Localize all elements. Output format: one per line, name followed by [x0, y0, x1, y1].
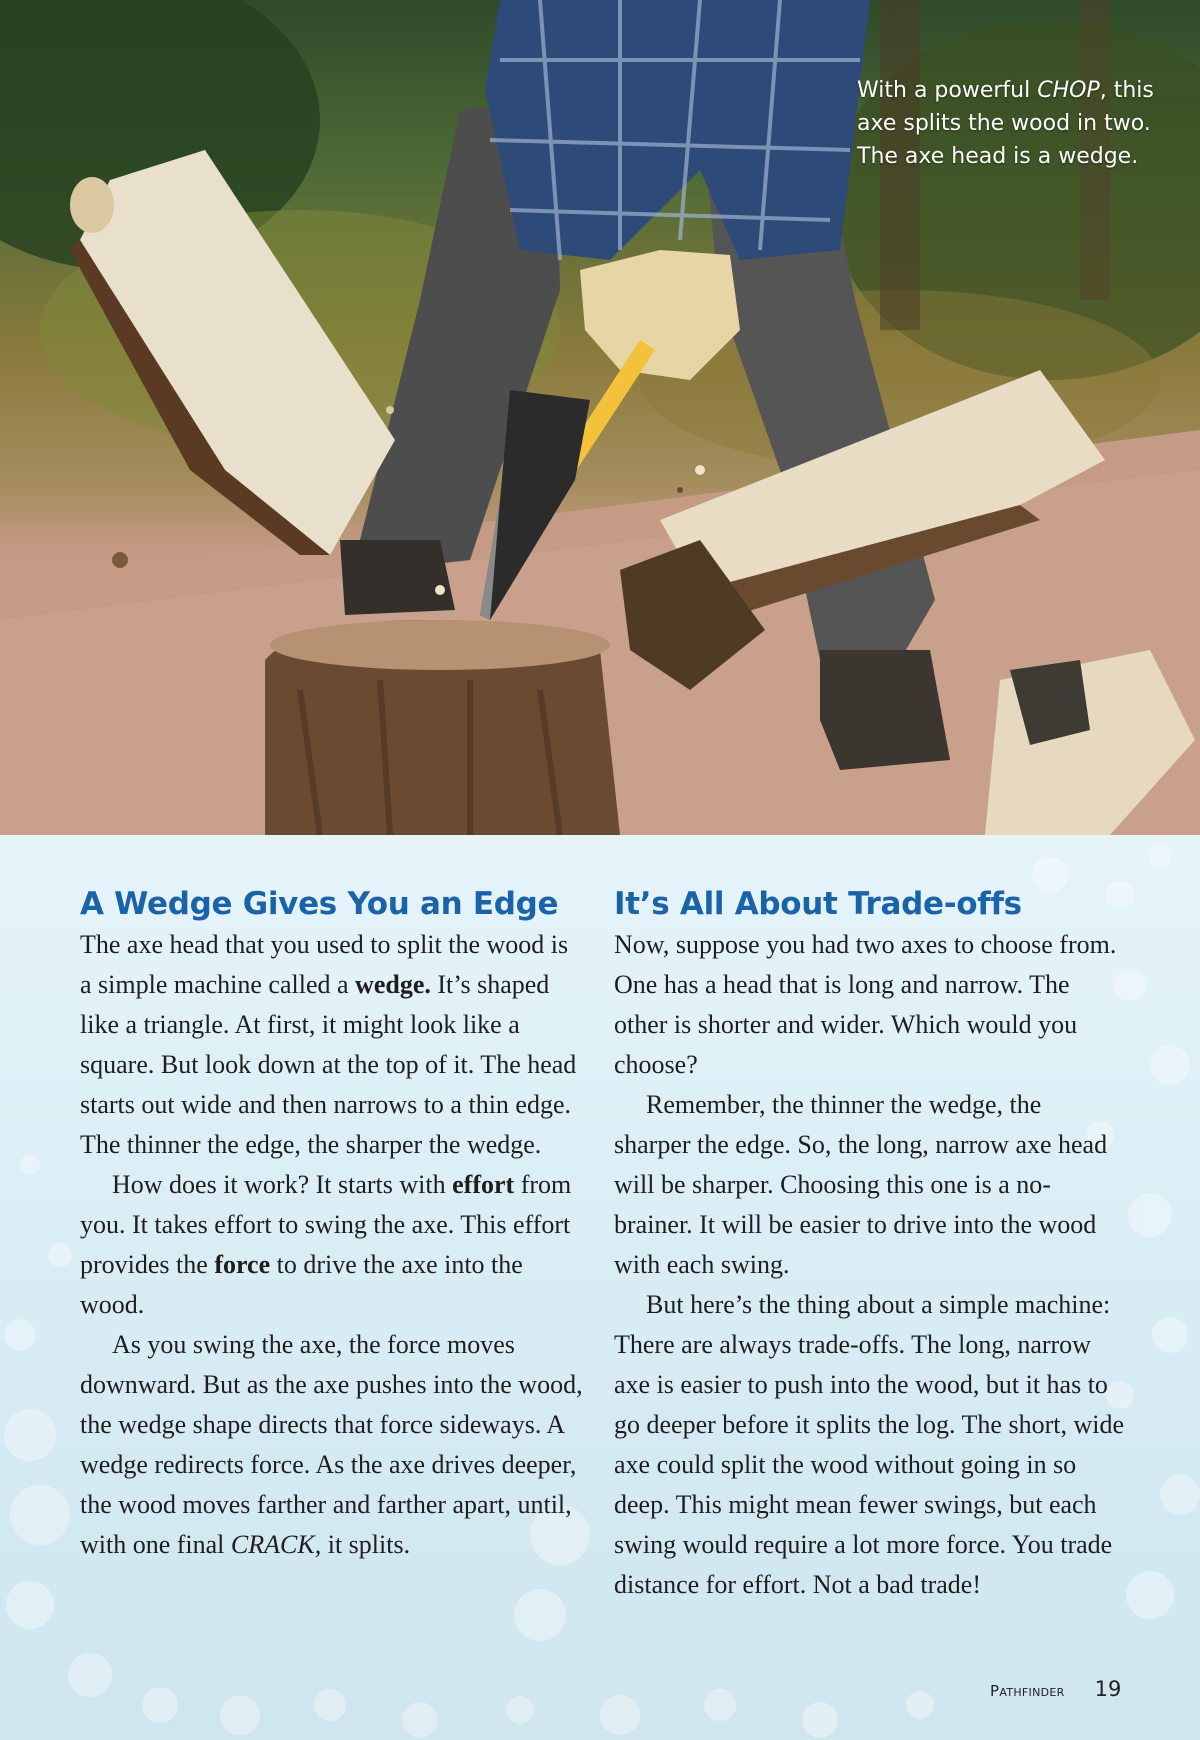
- term-effort: effort: [452, 1170, 515, 1199]
- left-column: [80, 885, 585, 1565]
- term-wedge: wedge.: [355, 970, 431, 999]
- magazine-name: Pathfinder: [990, 1682, 1065, 1700]
- left-heading: A Wedge Gives You an Edge: [80, 886, 559, 922]
- right-paragraph-3: But here’s the thing about a simple machine: There are always trade-offs. The long, narrow axe is easier to push into the wood, but it has to go deeper before it splits the log. The short, wide axe could split the wood without going in so deep. This might mean fewer swings, but each swing would require a lot more force. You trade distance for effort. Not a bad trade!: [614, 1290, 1125, 1599]
- page-number: 19: [1094, 1677, 1122, 1701]
- left-paragraph-1: The axe head that you used to split the wood is a simple machine called a wedge. It’s shaped like a triangle. At first, it might look like a square. But look down at the top of it. The head starts out wide and then narrows to a thin edge. The thinner the edge, the sharper the wedge.: [80, 930, 577, 1159]
- page-footer: [990, 1677, 1121, 1701]
- left-paragraph-2: How does it work? It starts with effort from you. It takes effort to swing the axe. This effort provides the force to drive the axe into the wood.: [80, 1170, 572, 1319]
- photo-caption: [857, 74, 1157, 173]
- right-column: [614, 885, 1124, 1605]
- term-force: force: [214, 1250, 271, 1279]
- hero-photo: [0, 0, 1200, 835]
- right-paragraph-1: Now, suppose you had two axes to choose from. One has a head that is long and narrow. The other is shorter and wider. Which would you choose?: [614, 930, 1117, 1079]
- left-paragraph-3: As you swing the axe, the force moves downward. But as the axe pushes into the wood, the wedge shape directs that force sideways. A wedge redirects force. As the axe drives deeper, the wood moves farther and farther apart, until, with one final CRACK, it splits.: [80, 1330, 583, 1559]
- caption-text-start: With a powerful: [857, 78, 1038, 103]
- right-heading: It’s All About Trade-offs: [614, 886, 1022, 922]
- right-paragraph-2: Remember, the thinner the wedge, the sharper the edge. So, the long, narrow axe head will be sharper. Choosing this one is a no-brainer. It will be easier to drive into the wood with each swing.: [614, 1090, 1108, 1279]
- caption-emphasis: CHOP: [1037, 78, 1100, 103]
- crack-emphasis: CRACK,: [230, 1530, 322, 1559]
- article-panel: [0, 835, 1200, 1740]
- caption-text-end: , this axe splits the wood in two. The axe head is a wedge.: [857, 78, 1154, 169]
